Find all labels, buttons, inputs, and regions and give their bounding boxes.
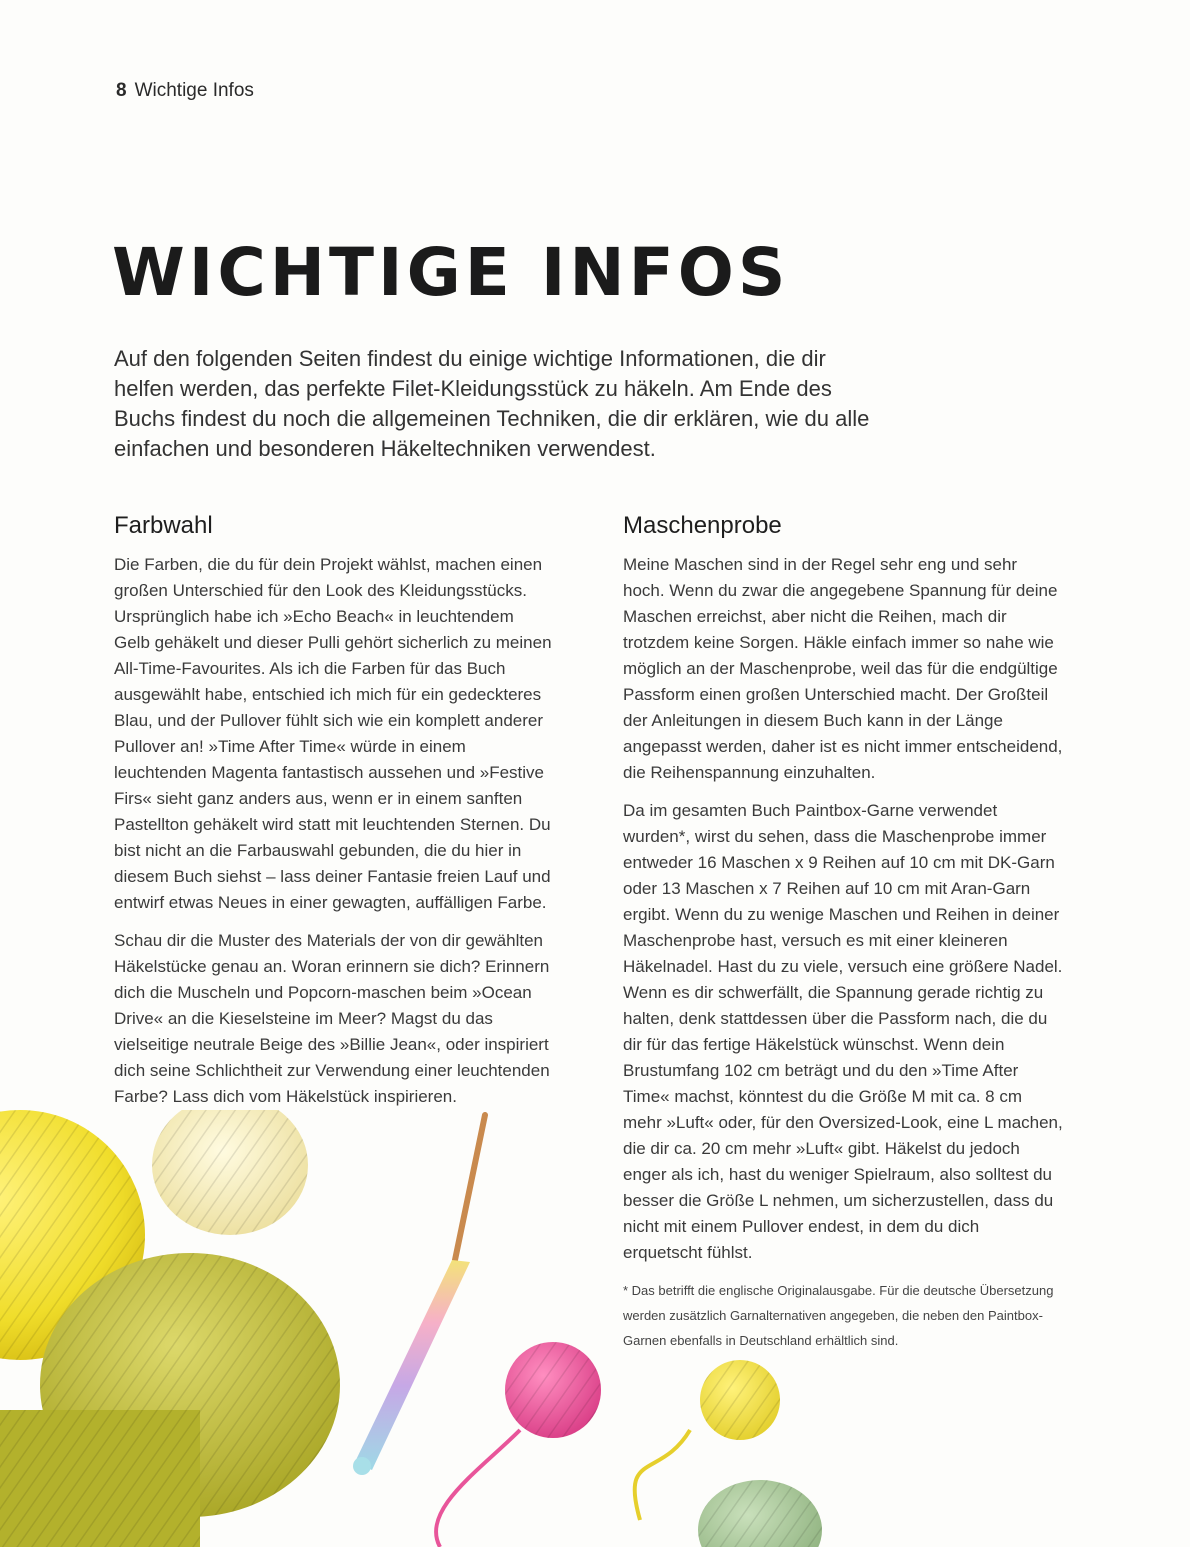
pink-yarn-string: [436, 1430, 520, 1547]
maschenprobe-paragraph: Meine Maschen sind in der Regel sehr eng und sehr hoch. Wenn du zwar die angegebene Spannung für deine Maschen erreichst, aber nicht die Reihen, mach dir trotzdem keine Sorgen. Häkle einfach immer so nahe wie möglich an der Maschenprobe, weil das für die endgültige Passform einen großen Unterschied macht. Der Großteil der Anleitungen in diesem Buch kann in der Länge angepasst werden, daher ist es nicht immer entscheidend, die Reihenspannung einzuhalten.: [623, 555, 1063, 782]
running-head: [116, 80, 254, 102]
footnote: * Das betrifft die englische Originalausgabe. Für die deutsche Übersetzung werden zusätzlich Garnalternativen angegeben, die neben den Paintbox-Garnen ebenfalls in Deutschland erhältlich sind.: [623, 1283, 1054, 1348]
maschenprobe-paragraph: Da im gesamten Buch Paintbox-Garne verwendet wurden*, wirst du sehen, dass die Maschenprobe immer entweder 16 Maschen x 9 Reihen auf 10 cm mit DK-Garn oder 13 Maschen x 7 Reihen auf 10 cm mit Aran-Garn ergibt. Wenn du zu wenige Maschen und Reihen in deiner Maschenprobe hast, versuch es mit einer kleineren Häkelnadel. Hast du zu viele, versuch eine größere Nadel. Wenn es dir schwerfällt, die Spannung gerade richtig zu halten, denk stattdessen über die Passform nach, die du dir für das fertige Häkelstück wünschst. Wenn dein Brustumfang 102 cm beträgt und du den »Time After Time« machst, könntest du die Größe M mit ca. 8 cm mehr »Luft« oder, für den Oversized-Look, eine L machen, die dir ca. 20 cm mehr »Luft« gibt. Häkelst du jedoch enger als ich, hast du weniger Spielraum, also solltest du besser die Größe L nehmen, um sicherzustellen, dass du nicht mit einem Pullover endest, in dem du dich erquetscht fühlst.: [623, 801, 1063, 1262]
pink-yarn-ball: [505, 1342, 601, 1438]
page-number: 8: [116, 80, 127, 101]
yellow-yarn-string: [635, 1430, 690, 1520]
pastel-yellow-yarn-ball: [700, 1360, 780, 1440]
sage-yarn-ball: [698, 1480, 822, 1547]
section-name: Wichtige Infos: [134, 80, 254, 101]
page-title: WICHTIGE INFOS: [112, 234, 790, 311]
farbwahl-paragraph: Die Farben, die du für dein Projekt wählst, machen einen großen Unterschied für den Look des Kleidungsstücks. Ursprünglich habe ich »Echo Beach« in leuchtendem Gelb gehäkelt und dieser Pulli gehört sicherlich zu meinen All-Time-Favourites. Als ich die Farben für das Buch ausgewählt habe, entschied ich mich für ein gedeckteres Blau, und der Pullover fühlt sich wie ein komplett anderer Pullover an! »Time After Time« würde in einem leuchtenden Magenta fantastisch aussehen und »Festive Firs« sieht ganz anders aus, wenn er in einem sanften Pastellton gehäkelt wird statt mit leuchtenden Sternen. Du bist nicht an die Farbauswahl gebunden, die du hier in diesem Buch siehst – lass deiner Fantasie freien Lauf und entwirf etwas Neues in einer gewagten, auffälligen Farbe.: [114, 555, 552, 912]
farbwahl-paragraph: Schau dir die Muster des Materials der von dir gewählten Häkelstücke genau an. Woran erinnern sie dich? Erinnern dich die Muscheln und Popcorn-maschen beim »Ocean Drive« an die Kieselsteine im Meer? Magst du das vielseitige neutrale Beige des »Billie Jean«, oder inspiriert dich seine Schlichtheit zur Verwendung einer leuchtenden Farbe? Lass dich vom Häkelstück inspirieren.: [114, 931, 550, 1106]
maschenprobe-section: [623, 512, 1063, 1353]
farbwahl-heading: Farbwahl: [114, 512, 213, 539]
cream-yarn-ball: [152, 1110, 308, 1235]
farbwahl-section: [114, 512, 554, 1122]
intro-paragraph: Auf den folgenden Seiten findest du einige wichtige Informationen, die dir helfen werden, das perfekte Filet-Kleidungsstück zu häkeln. Am Ende des Buchs findest du noch die allgemeinen Techniken, die dir erklären, wie du alle einfachen und besonderen Häkeltechniken verwendest.: [114, 346, 870, 461]
maschenprobe-heading: Maschenprobe: [623, 512, 782, 539]
crochet-hook: [353, 1115, 485, 1475]
